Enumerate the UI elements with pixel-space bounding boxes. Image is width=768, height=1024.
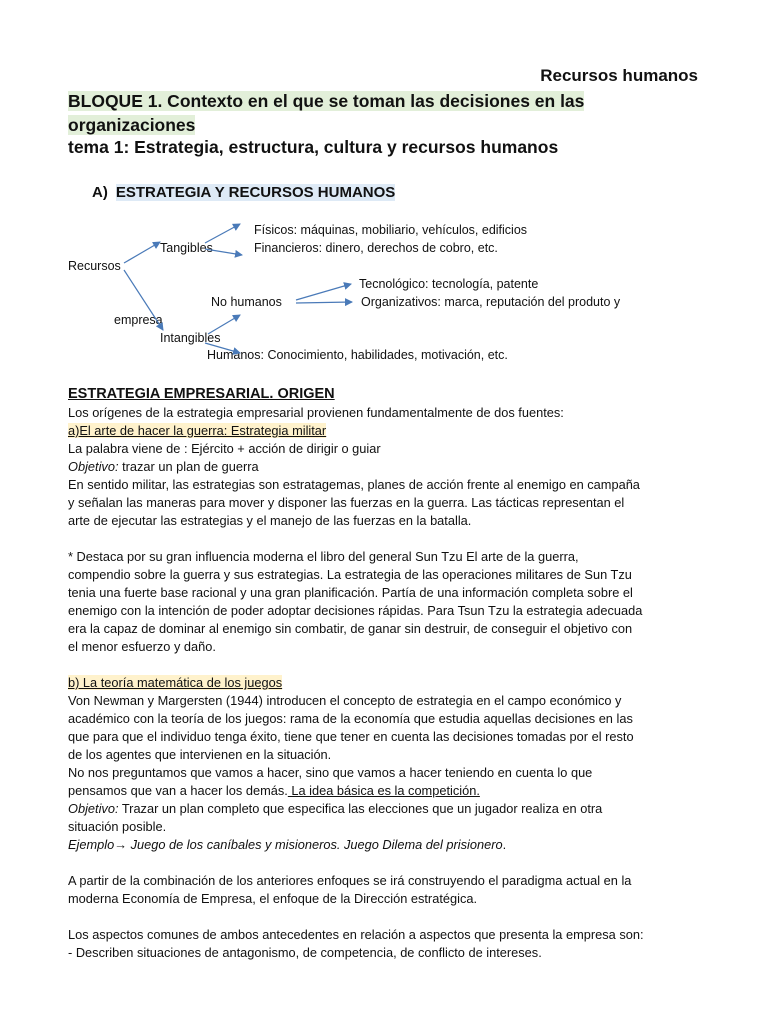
b-line-6-text: pensamos que van a hacer los demás.: [68, 783, 288, 798]
bloque-title: [68, 89, 608, 137]
sun-line-6: el menor esfuerzo y daño.: [68, 639, 216, 654]
arrow-nohumanos-tecnologico: [296, 284, 351, 300]
a-objetivo: [68, 458, 708, 476]
a-line-1: En sentido militar, las estrategias son estratagemas, planes de acción frente al enemigo en campaña: [68, 477, 640, 492]
a-line-3: arte de ejecutar las estrategias y el manejo de las fuerzas en la batalla.: [68, 513, 472, 528]
b-line-3: que para que el individuo tenga éxito, tiene que tener en cuenta las decisiones tomadas por el resto: [68, 729, 634, 744]
spacer: [68, 656, 708, 674]
diagram-humanos: Humanos: Conocimiento, habilidades, motivación, etc.: [207, 348, 508, 362]
diagram-empresa: empresa: [114, 313, 163, 327]
a-objetivo-label: Objetivo:: [68, 459, 119, 474]
spacer: [68, 530, 708, 548]
asp-line-1: Los aspectos comunes de ambos antecedentes en relación a aspectos que presenta la empresa son:: [68, 927, 644, 942]
b-idea: La idea básica es la competición.: [287, 783, 480, 798]
diagram-tecnologico: Tecnológico: tecnología, patente: [359, 277, 539, 291]
bloque-title-text: BLOQUE 1. Contexto en el que se toman las decisiones en las organizaciones: [68, 91, 585, 135]
diagram-financieros: Financieros: dinero, derechos de cobro, etc.: [254, 241, 498, 255]
comb-line-2: moderna Economía de Empresa, el enfoque de la Dirección estratégica.: [68, 891, 478, 906]
a-line-2: y señalan las maneras para mover y disponer las fuerzas en la guerra. Las tácticas representan el: [68, 495, 625, 510]
asp-line-2: - Describen situaciones de antagonismo, de competencia, de conflicto de intereses.: [68, 945, 542, 960]
section-a-heading: [92, 184, 395, 201]
subsection-b-title: [68, 674, 708, 692]
b-ejemplo-end: .: [502, 837, 507, 852]
subsection-b-title-text: b) La teoría matemática de los juegos: [68, 675, 283, 690]
a-palabra: La palabra viene de : Ejército + acción de dirigir o guiar: [68, 441, 381, 456]
document-header: Recursos humanos: [540, 66, 698, 85]
b-objetivo-line-2: situación posible.: [68, 819, 167, 834]
diagram-no-humanos: No humanos: [211, 295, 282, 309]
diagram-organizativos: Organizativos: marca, reputación del produto y: [361, 295, 621, 309]
b-line-6: [68, 782, 708, 800]
b-objetivo: [68, 800, 708, 818]
b-objetivo-text: Trazar un plan completo que especifica las elecciones que un jugador realiza en otra: [118, 801, 603, 816]
sun-line-2: compendio sobre la guerra y sus estrategias. La estrategia de las operaciones militares de Sun Tzu: [68, 567, 632, 582]
arrow-recursos-tangibles: [124, 242, 160, 263]
arrow-right-icon: →: [114, 837, 128, 852]
diagram-tangibles: Tangibles: [160, 241, 213, 255]
b-line-4: de los agentes que intervienen en la situación.: [68, 747, 332, 762]
estrategia-section: [68, 384, 708, 962]
diagram-fisicos: Físicos: máquinas, mobiliario, vehículos, edificios: [254, 223, 528, 237]
spacer: [68, 854, 708, 872]
sun-line-3: tenia una fuerte base racional y una gran planificación. Partía de una información completa sobre el: [68, 585, 633, 600]
arrow-nohumanos-organizativos: [296, 302, 352, 303]
b-objetivo-label: Objetivo:: [68, 801, 119, 816]
diagram-intangibles: Intangibles: [160, 331, 221, 345]
section-a-title: ESTRATEGIA Y RECURSOS HUMANOS: [115, 184, 396, 201]
b-ejemplo-label: Ejemplo: [68, 837, 115, 852]
b-ejemplo-text: Juego de los caníbales y misioneros. Juego Dilema del prisionero: [127, 837, 503, 852]
diagram-recursos: Recursos: [68, 259, 121, 273]
subsection-a-title: [68, 422, 708, 440]
b-ejemplo: [68, 836, 708, 854]
section-a-letter: A): [92, 184, 108, 201]
sun-line-1: * Destaca por su gran influencia moderna el libro del general Sun Tzu El arte de la guerra,: [68, 549, 579, 564]
b-line-2: académico con la teoría de los juegos: rama de la economía que estudia aquellas decisiones en las: [68, 711, 633, 726]
spacer: [68, 908, 708, 926]
sun-line-5: era la capaz de dominar al enemigo sin combatir, de ganar sin destruir, de conseguir el objetivo con: [68, 621, 633, 636]
comb-line-1: A partir de la combinación de los anteriores enfoques se irá construyendo el paradigma actual en la: [68, 873, 632, 888]
estrategia-intro: Los orígenes de la estrategia empresarial provienen fundamentalmente de dos fuentes:: [68, 405, 564, 420]
tema-title: tema 1: Estrategia, estructura, cultura y recursos humanos: [68, 137, 559, 157]
sun-line-4: enemigo con la intención de poder adoptar decisiones rápidas. Para Tsun Tzu la estrategia adecuada: [68, 603, 643, 618]
b-line-1: Von Newman y Margersten (1944) introducen el concepto de estrategia en el campo económico y: [68, 693, 622, 708]
subsection-a-title-text: a)El arte de hacer la guerra: Estrategia militar: [68, 423, 327, 438]
a-objetivo-text: trazar un plan de guerra: [118, 459, 259, 474]
b-line-5: No nos preguntamos que vamos a hacer, sino que vamos a hacer teniendo en cuenta lo que: [68, 765, 593, 780]
estrategia-heading: ESTRATEGIA EMPRESARIAL. ORIGEN: [68, 386, 335, 402]
